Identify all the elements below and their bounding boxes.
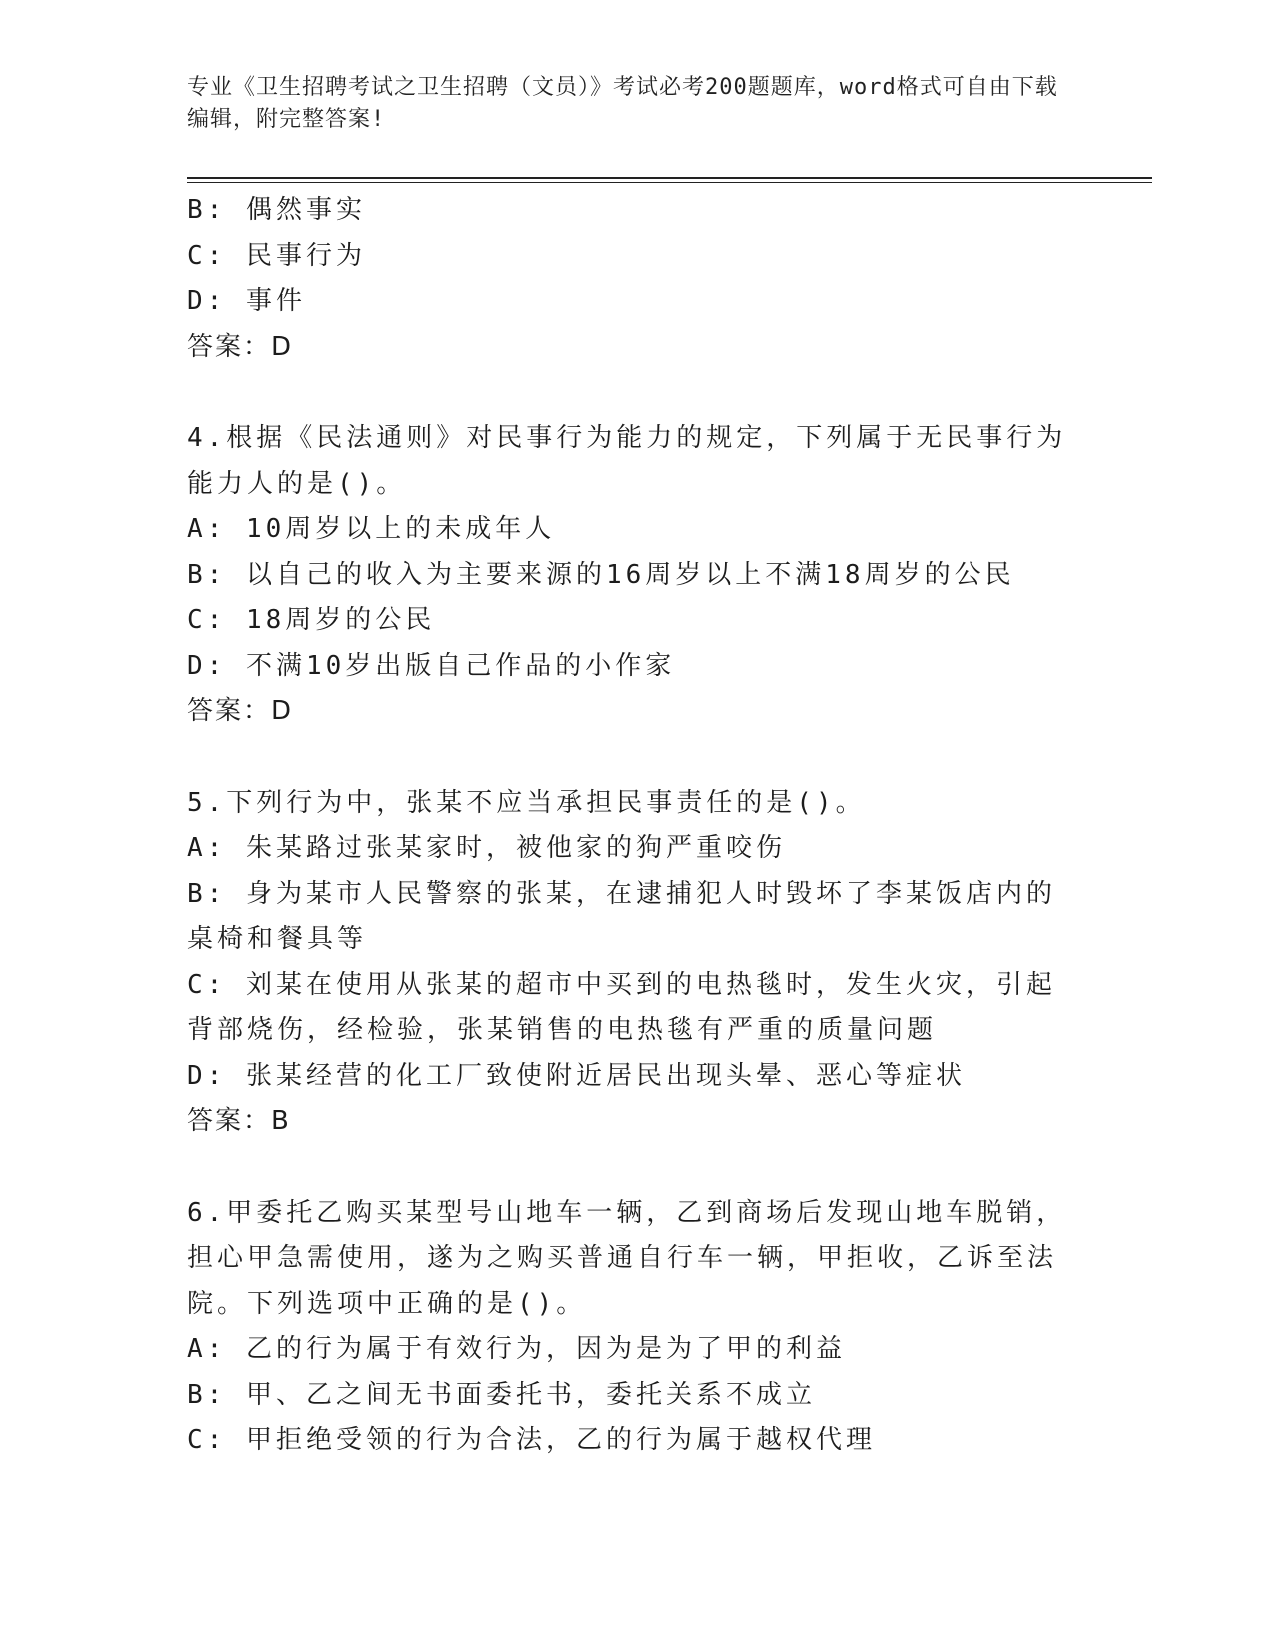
q6-stem: 6.甲委托乙购买某型号山地车一辆，乙到商场后发现山地车脱销，担心甲急需使用，遂为之购买普通自行车一辆，甲拒收，乙诉至法院。下列选项中正确的是()。 <box>187 1197 1067 1319</box>
q4-option-c: C: 18周岁的公民 <box>187 605 436 635</box>
q3-answer: 答案：D <box>187 331 294 362</box>
q6-option-a: A: 乙的行为属于有效行为，因为是为了甲的利益 <box>187 1334 846 1364</box>
q5-stem: 5.下列行为中，张某不应当承担民事责任的是()。 <box>187 787 866 818</box>
q5-option-a: A: 朱某路过张某家时，被他家的狗严重咬伤 <box>187 833 786 863</box>
q3-option-b: B: 偶然事实 <box>187 195 366 225</box>
q6-option-c: C: 甲拒绝受领的行为合法，乙的行为属于越权代理 <box>187 1425 876 1455</box>
q5-answer: 答案：B <box>187 1106 291 1136</box>
q5-option-b: B: 身为某市人民警察的张某，在逮捕犯人时毁坏了李某饭店内的桌椅和餐具等 <box>187 878 1056 954</box>
q4-option-d: D: 不满10岁出版自己作品的小作家 <box>187 650 676 681</box>
q4-option-b: B: 以自己的收入为主要来源的16周岁以上不满18周岁的公民 <box>187 559 1015 590</box>
q5-option-d: D: 张某经营的化工厂致使附近居民出现头晕、恶心等症状 <box>187 1060 966 1091</box>
q6-option-b: B: 甲、乙之间无书面委托书，委托关系不成立 <box>187 1379 816 1410</box>
document-header: 专业《卫生招聘考试之卫生招聘（文员）》考试必考200题题库，word格式可自由下载编辑，附完整答案! <box>187 75 1058 132</box>
spacer <box>187 1145 1077 1191</box>
header-rule-thin <box>187 182 1152 183</box>
q4-stem: 4.根据《民法通则》对民事行为能力的规定，下列属于无民事行为能力人的是()。 <box>187 423 1067 499</box>
spacer <box>187 735 1077 781</box>
q4-answer: 答案：D <box>187 696 294 726</box>
question-content <box>187 188 1077 1464</box>
q3-option-d: D: 事件 <box>187 286 306 316</box>
q3-option-c: C: 民事行为 <box>187 240 366 271</box>
spacer <box>187 370 1077 416</box>
q4-option-a: A: 10周岁以上的未成年人 <box>187 514 556 544</box>
q5-option-c: C: 刘某在使用从张某的超市中买到的电热毯时，发生火灾，引起背部烧伤，经检验，张某销售的电热毯有严重的质量问题 <box>187 969 1056 1045</box>
header-rule-thick <box>187 177 1152 179</box>
